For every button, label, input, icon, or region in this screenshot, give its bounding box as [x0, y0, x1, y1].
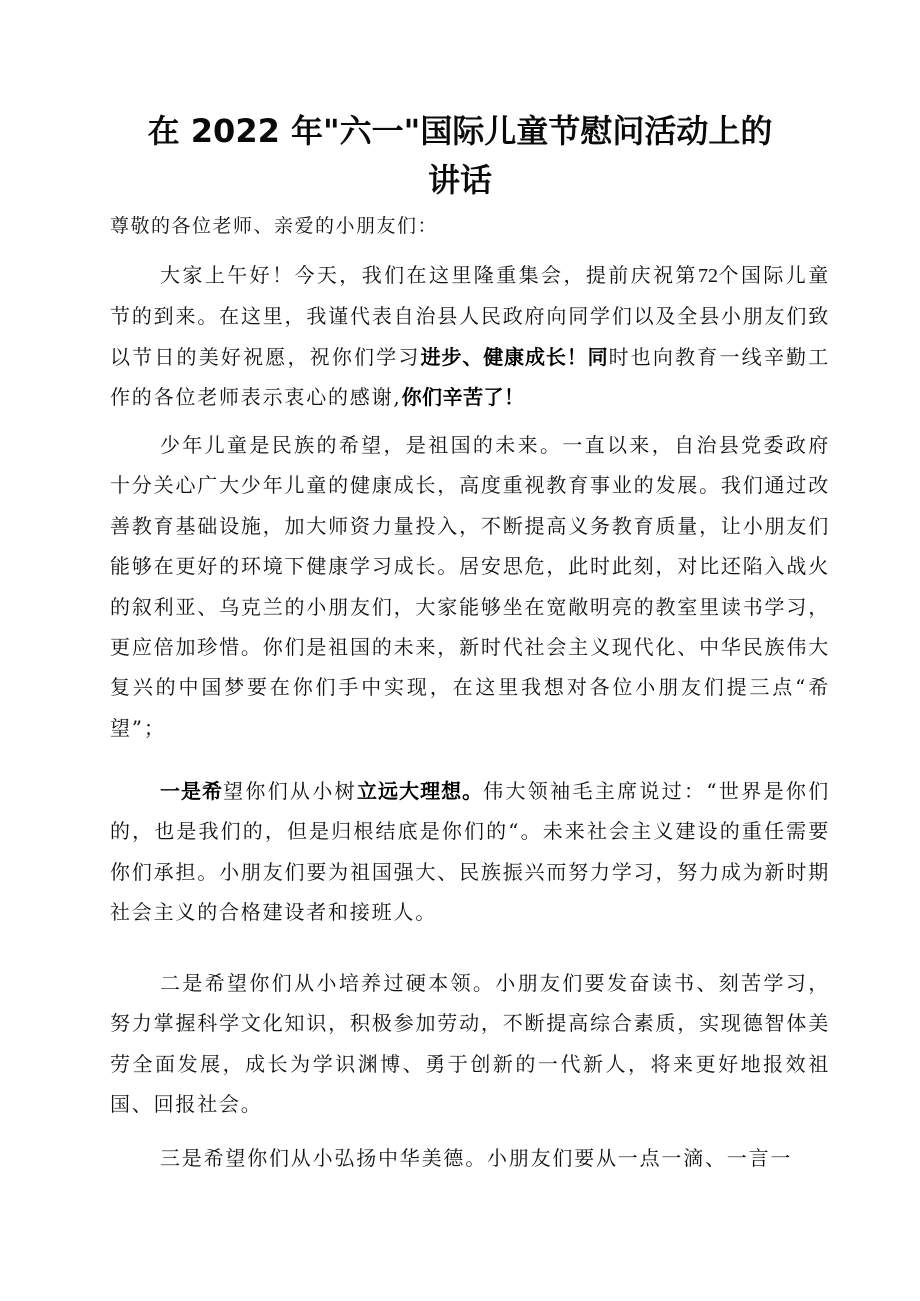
document-title-line-2: 讲话: [427, 161, 492, 199]
paragraph-text: 伟大领袖毛主席说过：“世界是你们的，也是我们的，但是归根结底是你们的“。未来社会主义建设的重任需要你们承担。小朋友们要为祖国强大、民族振兴而努力学习，努力成为新时期社会主义的合格建设者和接班人。: [110, 779, 831, 925]
paragraph-text: 望你们从小树: [223, 779, 358, 803]
bold-phrase: 进步、健康成长！同: [420, 344, 609, 369]
bold-phrase: 立远大理想。: [357, 779, 484, 803]
paragraph-hope-two: 二是希望你们从小培养过硬本领。小朋友们要发奋读书、刻苦学习，努力掌握科学文化知识，积极参加劳动，不断提高综合素质，实现德智体美劳全面发展，成长为学识渊博、勇于创新的一代新人，将来更好地报效祖国、回报社会。: [110, 971, 830, 1117]
paragraph-hope-three: 三是希望你们从小弘扬中华美德。小朋友们要从一点一滴、一言一: [160, 1146, 793, 1170]
bold-phrase: 一是希: [160, 779, 224, 803]
anniversary-number: 72: [697, 265, 718, 287]
bold-phrase: 你们辛苦了！: [401, 385, 525, 410]
paragraph-context: 少年儿童是民族的希望，是祖国的未来。一直以来，自治县党委政府十分关心广大少年儿童的健康成长，高度重视教育事业的发展。我们通过改善教育基础设施，加大师资力量投入，不断提高义务教育质量，让小朋友们能够在更好的环境下健康学习成长。居安思危，此时此刻，对比还陷入战火的叙利亚、乌克兰的小朋友们，大家能够坐在宽敞明亮的教室里读书学习，更应倍加珍惜。你们是祖国的未来，新时代社会主义现代化、中华民族伟大复兴的中国梦要在你们手中实现，在这里我想对各位小朋友们提三点“希望”；: [110, 433, 830, 740]
paragraph-hope-one: [110, 771, 830, 933]
paragraph-text: 个国际儿童节的到来。在这里，我谨代表自治县人民政府向同学们以及全县小朋友们致以节日的美好祝愿，祝你们学习: [110, 263, 831, 369]
document-title-line-1: 在 2022 年"六一"国际儿童节慰问活动上的: [147, 112, 773, 150]
greeting: 尊敬的各位老师、亲爱的小朋友们：: [110, 215, 439, 237]
paragraph-text: 大家上午好！今天，我们在这里隆重集会，提前庆祝第: [160, 263, 698, 287]
paragraph-opening: [110, 255, 830, 418]
paragraph-text: 时也向教育一线辛勤工作的各位老师表示衷心的感谢,: [110, 344, 831, 410]
